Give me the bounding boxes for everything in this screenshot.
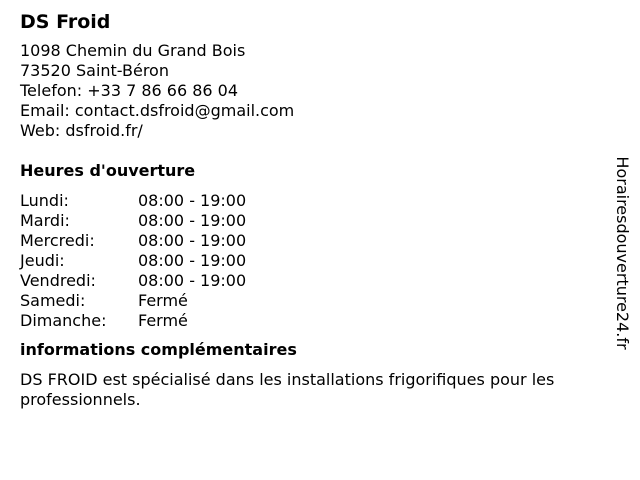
day-label: Vendredi: <box>20 271 96 290</box>
hours-row-sunday <box>20 311 610 331</box>
day-hours: Fermé <box>138 291 188 310</box>
hours-row-monday <box>20 191 610 211</box>
day-hours: 08:00 - 19:00 <box>138 211 247 230</box>
business-card <box>20 10 610 410</box>
address-line-1: 1098 Chemin du Grand Bois <box>20 41 246 60</box>
email-line: Email: contact.dsfroid@gmail.com <box>20 101 295 120</box>
site-watermark: Horairesdouverture24.fr <box>613 156 632 350</box>
day-hours: Fermé <box>138 311 188 330</box>
day-hours: 08:00 - 19:00 <box>138 251 247 270</box>
opening-hours-title: Heures d'ouverture <box>20 161 196 180</box>
day-label: Samedi: <box>20 291 86 310</box>
address-line-2: 73520 Saint-Béron <box>20 61 169 80</box>
day-label: Mercredi: <box>20 231 95 250</box>
business-name: DS Froid <box>20 11 111 33</box>
phone-line: Telefon: +33 7 86 66 86 04 <box>20 81 239 100</box>
day-label: Mardi: <box>20 211 70 230</box>
day-hours: 08:00 - 19:00 <box>138 231 247 250</box>
day-label: Lundi: <box>20 191 69 210</box>
hours-row-tuesday <box>20 211 610 231</box>
hours-row-friday <box>20 271 610 291</box>
website-line: Web: dsfroid.fr/ <box>20 121 143 140</box>
hours-row-wednesday <box>20 231 610 251</box>
day-hours: 08:00 - 19:00 <box>138 271 247 290</box>
opening-hours-list <box>20 191 610 331</box>
day-label: Jeudi: <box>20 251 65 270</box>
day-hours: 08:00 - 19:00 <box>138 191 247 210</box>
hours-row-thursday <box>20 251 610 271</box>
day-label: Dimanche: <box>20 311 107 330</box>
additional-info-title: informations complémentaires <box>20 340 297 359</box>
additional-info-text: DS FROID est spécialisé dans les installations frigorifiques pour les professionnels. <box>20 370 555 409</box>
hours-row-saturday <box>20 291 610 311</box>
